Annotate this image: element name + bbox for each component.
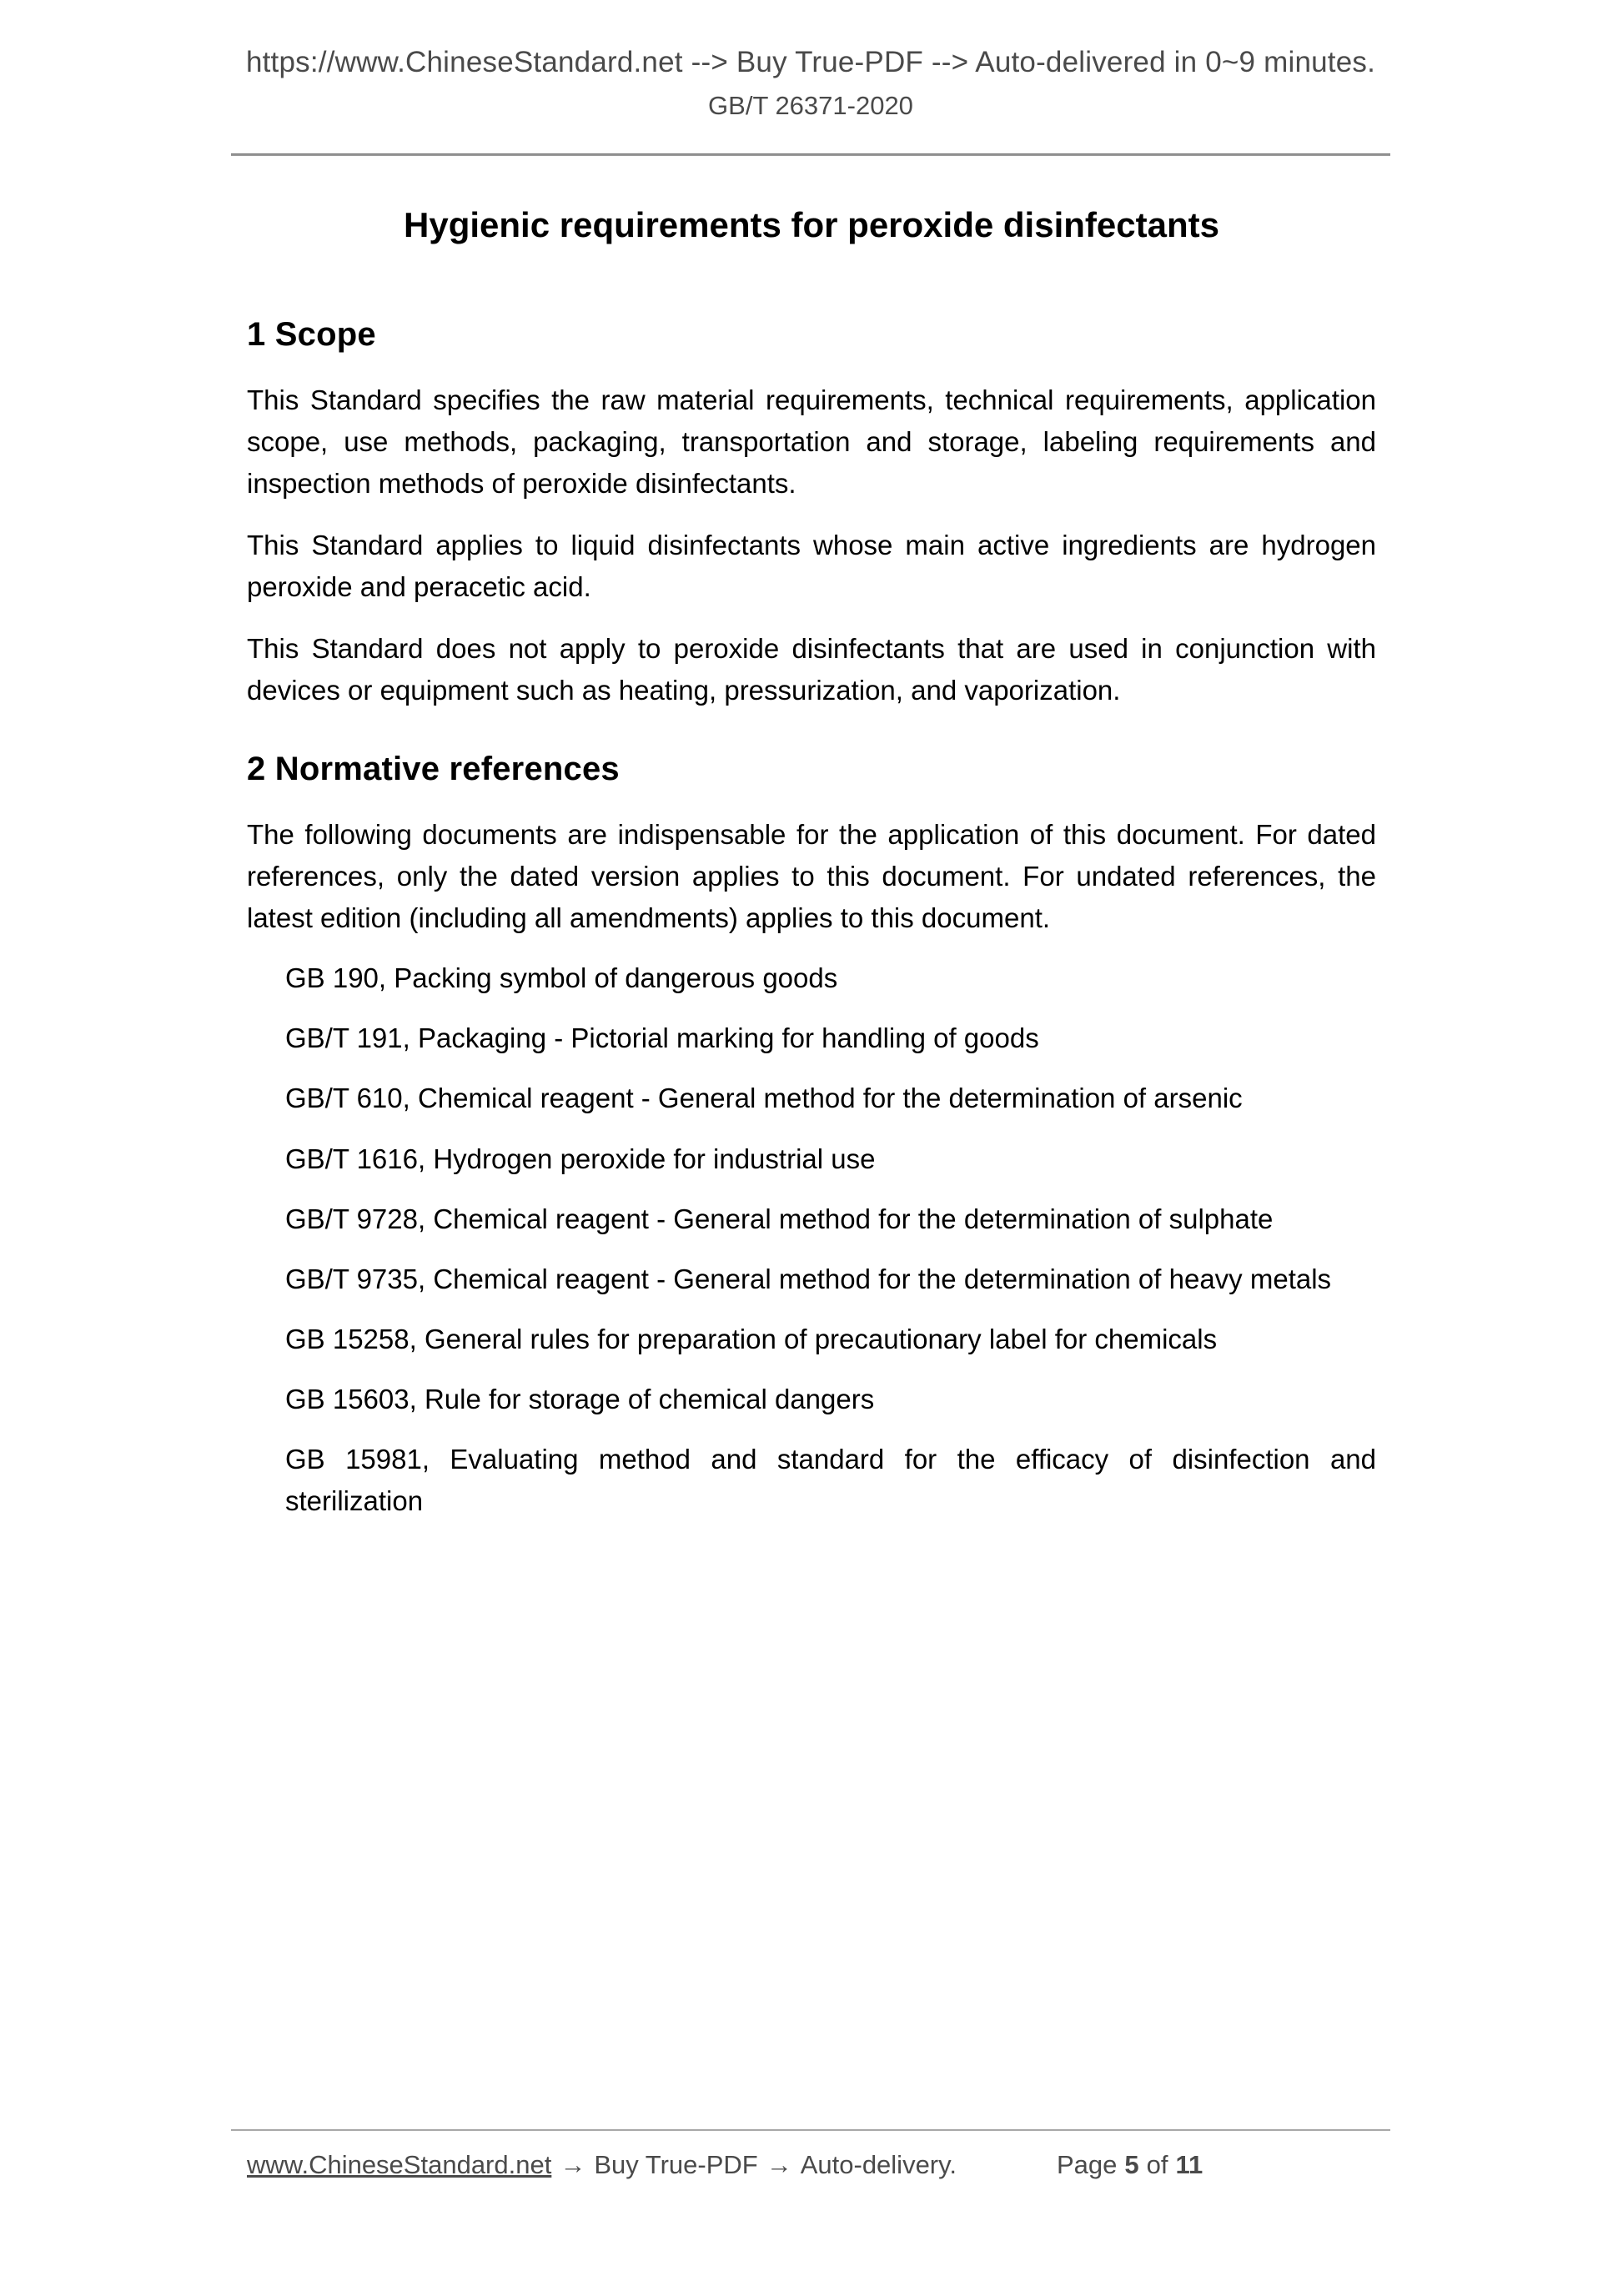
footer-promo bbox=[247, 2150, 957, 2180]
reference-item: GB/T 9735, Chemical reagent - General method for the determination of heavy metals bbox=[285, 1263, 1332, 1294]
document-content bbox=[247, 188, 1376, 1523]
scope-paragraph-3: This Standard does not apply to peroxide disinfectants that are used in conjunction with devices or equipment such as heating, pressurization, and vaporization. bbox=[247, 633, 1376, 706]
footer-divider bbox=[231, 2129, 1390, 2131]
of-label: of bbox=[1146, 2150, 1168, 2179]
page-header bbox=[231, 46, 1390, 121]
reference-item: GB/T 1616, Hydrogen peroxide for industrial use bbox=[285, 1143, 876, 1174]
header-divider bbox=[231, 153, 1390, 156]
header-standard-code: GB/T 26371-2020 bbox=[708, 91, 913, 120]
page-label: Page bbox=[1056, 2150, 1118, 2179]
footer-url-link[interactable]: www.ChineseStandard.net bbox=[247, 2150, 552, 2179]
reference-item: GB 190, Packing symbol of dangerous goods bbox=[285, 962, 838, 994]
normative-references-intro: The following documents are indispensable for the application of this document. For dated references, only the dated version applies to this document. For undated references, the latest edition (including all amendments) applies to this document. bbox=[247, 818, 1376, 933]
reference-item: GB/T 191, Packaging - Pictorial marking for handling of goods bbox=[285, 1022, 1039, 1054]
arrow-right-icon: → bbox=[560, 2150, 586, 2179]
reference-item: GB/T 610, Chemical reagent - General method for the determination of arsenic bbox=[285, 1083, 1243, 1114]
reference-item: GB 15603, Rule for storage of chemical dangers bbox=[285, 1384, 875, 1415]
section-heading-scope: 1 Scope bbox=[247, 315, 376, 353]
scope-paragraph-1: This Standard specifies the raw material requirements, technical requirements, application scope, use methods, packaging, transportation and storage, labeling requirements and inspection methods of peroxide disinfectants. bbox=[247, 384, 1376, 499]
header-promo-line: https://www.ChineseStandard.net --> Buy True-PDF --> Auto-delivered in 0~9 minutes. bbox=[245, 46, 1376, 78]
arrow-right-icon: → bbox=[766, 2150, 792, 2179]
reference-item: GB 15258, General rules for preparation of precautionary label for chemicals bbox=[285, 1324, 1218, 1354]
page-number-indicator bbox=[1057, 2150, 1203, 2180]
section-heading-normative-references: 2 Normative references bbox=[247, 750, 620, 787]
footer-delivery-text: Auto-delivery. bbox=[800, 2150, 957, 2179]
reference-item: GB/T 9728, Chemical reagent - General method for the determination of sulphate bbox=[285, 1203, 1274, 1234]
footer-buy-text: Buy True-PDF bbox=[594, 2150, 758, 2179]
scope-paragraph-2: This Standard applies to liquid disinfectants whose main active ingredients are hydrogen peroxide and peracetic acid. bbox=[247, 529, 1376, 603]
total-page-count: 11 bbox=[1175, 2150, 1203, 2179]
page-title: Hygienic requirements for peroxide disinfectants bbox=[404, 205, 1219, 244]
page-footer bbox=[247, 2150, 1381, 2180]
reference-item: GB 15981, Evaluating method and standard for the efficacy of disinfection and sterilization bbox=[285, 1444, 1376, 1517]
current-page-number: 5 bbox=[1124, 2150, 1139, 2179]
